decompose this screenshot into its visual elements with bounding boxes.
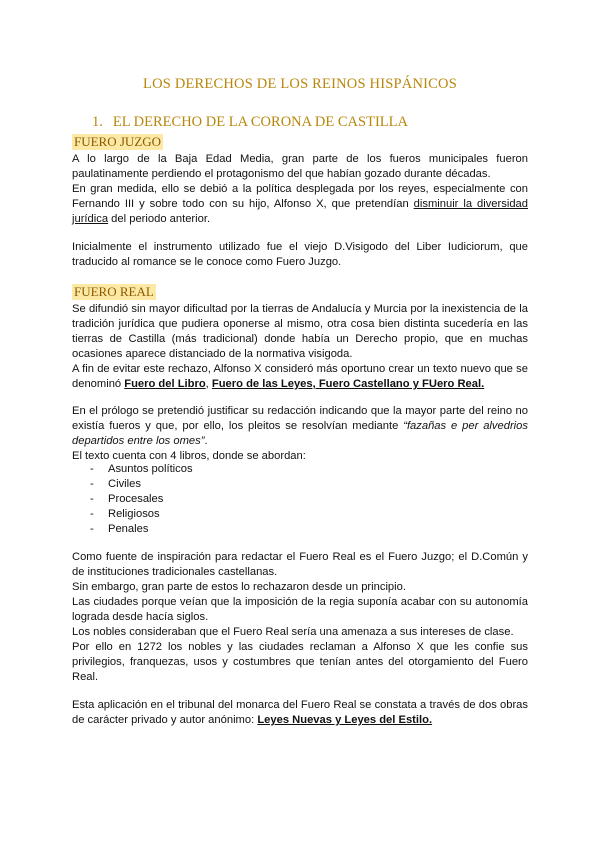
list-item-text: Civiles — [108, 478, 141, 490]
list-item-text: Asuntos políticos — [108, 463, 193, 475]
paragraph: Las ciudades porque veían que la imposición de la regia suponía acabar con su autonomía lograda desde hacía siglos. — [72, 596, 528, 623]
section-heading — [92, 114, 408, 131]
list-item — [72, 507, 528, 522]
text-run: . — [204, 435, 208, 447]
fuero-real-body-4 — [72, 698, 528, 728]
paragraph: Inicialmente el instrumento utilizado fue el viejo D.Visigodo del Liber Iudiciorum, que traducido al romance se le conoce como Fuero Juzgo. — [72, 241, 528, 268]
bold-underlined-title: Fuero de las Leyes, Fuero Castellano y FUero Real. — [211, 378, 485, 390]
text-run: En gran medida, ello se debió a la política desplegada por los reyes, especialmente con Fernando III y sobre todo con su hijo, Alfonso X, que pretendían — [72, 183, 528, 210]
text-run: , — [205, 378, 212, 390]
section-number: 1. — [92, 114, 103, 130]
underlined-phrase: disminuir la diversidad jurídica — [72, 198, 528, 225]
bold-underlined-title: Leyes Nuevas y Leyes del Estilo. — [257, 714, 433, 726]
list-item-text: Procesales — [108, 493, 164, 505]
paragraph: A lo largo de la Baja Edad Media, gran parte de los fueros municipales fueron paulatinamente perdiendo el protagonismo del que habían gozado durante décadas. — [72, 153, 528, 180]
paragraph — [72, 404, 528, 449]
list-bullet: - — [90, 478, 94, 490]
quoted-phrase: “fazañas e per alvedrios departidos entre los omes” — [72, 420, 528, 447]
list-bullet: - — [90, 523, 94, 535]
text-run: A fin de evitar este rechazo, Alfonso X consideró más oportuno crear un texto nuevo que se denominó — [72, 363, 528, 390]
fuero-juzgo-paragraph-3 — [72, 240, 528, 270]
list-item — [72, 522, 528, 537]
paragraph: Se difundió sin mayor dificultad por la tierras de Andalucía y Murcia por la inexistencia de la tradición jurídica que pudiera oponerse al mismo, otra cosa bien distinta sucedería en las tierras de Castilla (más tradicional) donde había un Derecho propio, que en muchas ocasiones aparece distanciado de la normativa visigoda. — [72, 303, 528, 360]
fuero-juzgo-heading: FUERO JUZGO — [74, 134, 162, 149]
list-item-text: Penales — [108, 523, 149, 535]
paragraph: Los nobles consideraban que el Fuero Real sería una amenaza a sus intereses de clase. — [72, 626, 514, 638]
list-item-text: Religiosos — [108, 508, 160, 520]
book-topics-list — [72, 462, 528, 537]
list-item — [72, 492, 528, 507]
paragraph: Por ello en 1272 los nobles y las ciudades reclaman a Alfonso X que les confie sus privilegios, franquezas, usos y costumbres que tenían antes del otorgamiento del Fuero Real. — [72, 641, 528, 683]
paragraph — [72, 182, 528, 227]
list-bullet: - — [90, 463, 94, 475]
fuero-real-heading: FUERO REAL — [74, 284, 154, 299]
list-item — [72, 477, 528, 492]
bold-underlined-title: Fuero del Libro — [124, 378, 206, 390]
section-title: EL DERECHO DE LA CORONA DE CASTILLA — [112, 114, 408, 130]
page-title: LOS DERECHOS DE LOS REINOS HISPÁNICOS — [143, 76, 457, 92]
paragraph: Sin embargo, gran parte de estos lo rechazaron desde un principio. — [72, 581, 406, 593]
list-item — [72, 462, 528, 477]
fuero-juzgo-body — [72, 152, 528, 227]
text-run: Esta aplicación en el tribunal del monarca del Fuero Real se constata a través de dos obras de carácter privado y autor anónimo: — [72, 699, 528, 726]
text-run: del periodo anterior. — [108, 213, 211, 225]
list-bullet: - — [90, 508, 94, 520]
fuero-real-body-2 — [72, 404, 528, 464]
fuero-real-body-1 — [72, 302, 528, 392]
paragraph — [72, 698, 528, 728]
paragraph: Como fuente de inspiración para redactar el Fuero Real es el Fuero Juzgo; el D.Común y de instituciones tradicionales castellanas. — [72, 551, 528, 578]
list-bullet: - — [90, 493, 94, 505]
fuero-real-body-3 — [72, 550, 528, 685]
paragraph — [72, 362, 528, 392]
paragraph: El texto cuenta con 4 libros, donde se abordan: — [72, 450, 306, 462]
text-run: En el prólogo se pretendió justificar su redacción indicando que la mayor parte del reino no existía fueros y que, por ello, los pleitos se resolvían mediante — [72, 405, 528, 432]
